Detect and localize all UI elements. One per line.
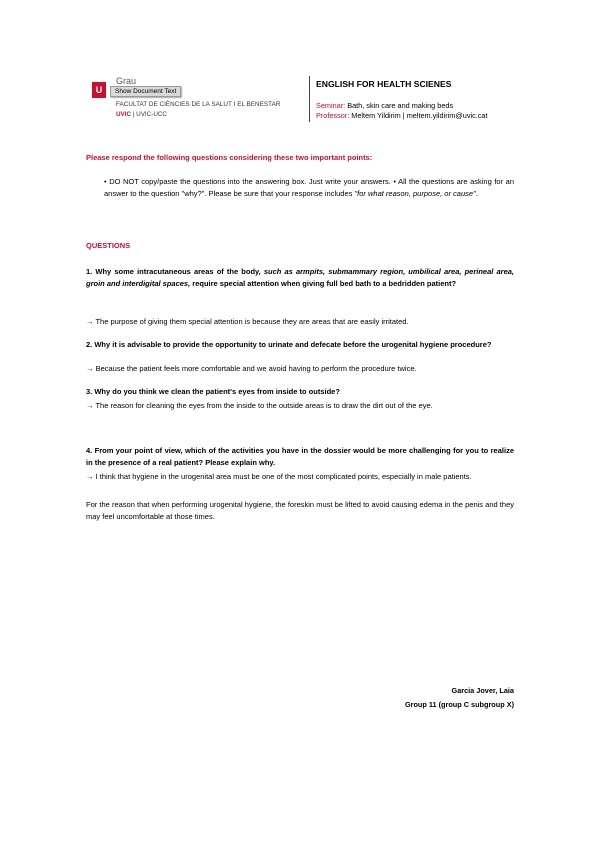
faculty-name: FACULTAT DE CIÈNCIES DE LA SALUT I EL BENESTAR [116,101,281,108]
bullet-end: . [475,189,478,198]
header-divider [309,76,310,122]
answer-2: → Because the patient feels more comfortable and we avoid having to perform the procedure twice. [86,364,417,373]
show-document-text-tooltip[interactable]: Show Document Text [110,86,181,97]
answer-1: → The purpose of giving them special attention is because they are areas that are easily irritated. [86,317,409,326]
author-group: Group 11 (group C subgroup X) [404,700,514,709]
logo-grau-text: Grau [116,76,137,86]
question-4: 4. From your point of view, which of the activities you have in the dossier would be more challenging for you to realize in the presence of a real patient? Please explain why. [86,446,514,467]
seminar-label: Seminar: [316,101,346,110]
question-1 [86,266,514,290]
uvic-logo-mark: U [92,82,106,98]
question-3: 3. Why do you think we clean the patient's eyes from inside to outside? [86,387,340,396]
answer-4-part-1: → I think that hygiene in the urogenital area must be one of the most complicated points, especially in male patients. [86,472,472,481]
course-title: ENGLISH FOR HEALTH SCIENES [316,79,452,89]
seminar-value: Bath, skin care and making beds [345,101,454,110]
q1-emphasis: such as armpits, submammary region, umbilical area, perineal area, groin and interdigital spaces, [86,267,514,288]
uvic-red-text: UVIC [116,111,132,118]
uvic-rest-text: | UVIC-UCC [131,111,167,118]
author-name: Garcia Jover, Laia [451,686,514,695]
instructions-heading: Please respond the following questions considering these two important points: [86,153,373,162]
bullet-emphasis: "for what reason, purpose, or cause" [354,189,476,198]
q1-end: require special attention when giving full bed bath to a bedridden patient? [190,279,457,288]
questions-heading: QUESTIONS [86,241,131,250]
professor-line [316,111,488,120]
q1-start: 1. Why some intracutaneous areas of the body, [86,267,264,276]
answer-3: → The reason for cleaning the eyes from the inside to the outside areas is to draw the dirt out of the eye. [86,401,433,410]
seminar-line [316,101,453,110]
answer-4-part-2: For the reason that when performing urogenital hygiene, the foreskin must be lifted to avoid causing edema in the penis and they may feel uncomfortable at those times. [86,500,514,521]
question-2: 2. Why it is advisable to provide the opportunity to urinate and defecate before the urogenital hygiene procedure? [86,340,492,349]
professor-value: Meltem Yildirim | meltem.yildirim@uvic.cat [349,111,488,120]
university-name [116,111,167,118]
university-logo [92,76,307,126]
professor-label: Professor: [316,111,350,120]
bullet-text: • DO NOT copy/paste the questions into the answering box. Just write your answers. • All the questions are asking for an answer to the question "why?". Please be sure that your response includes [104,177,514,198]
instructions-bullets [86,176,514,200]
